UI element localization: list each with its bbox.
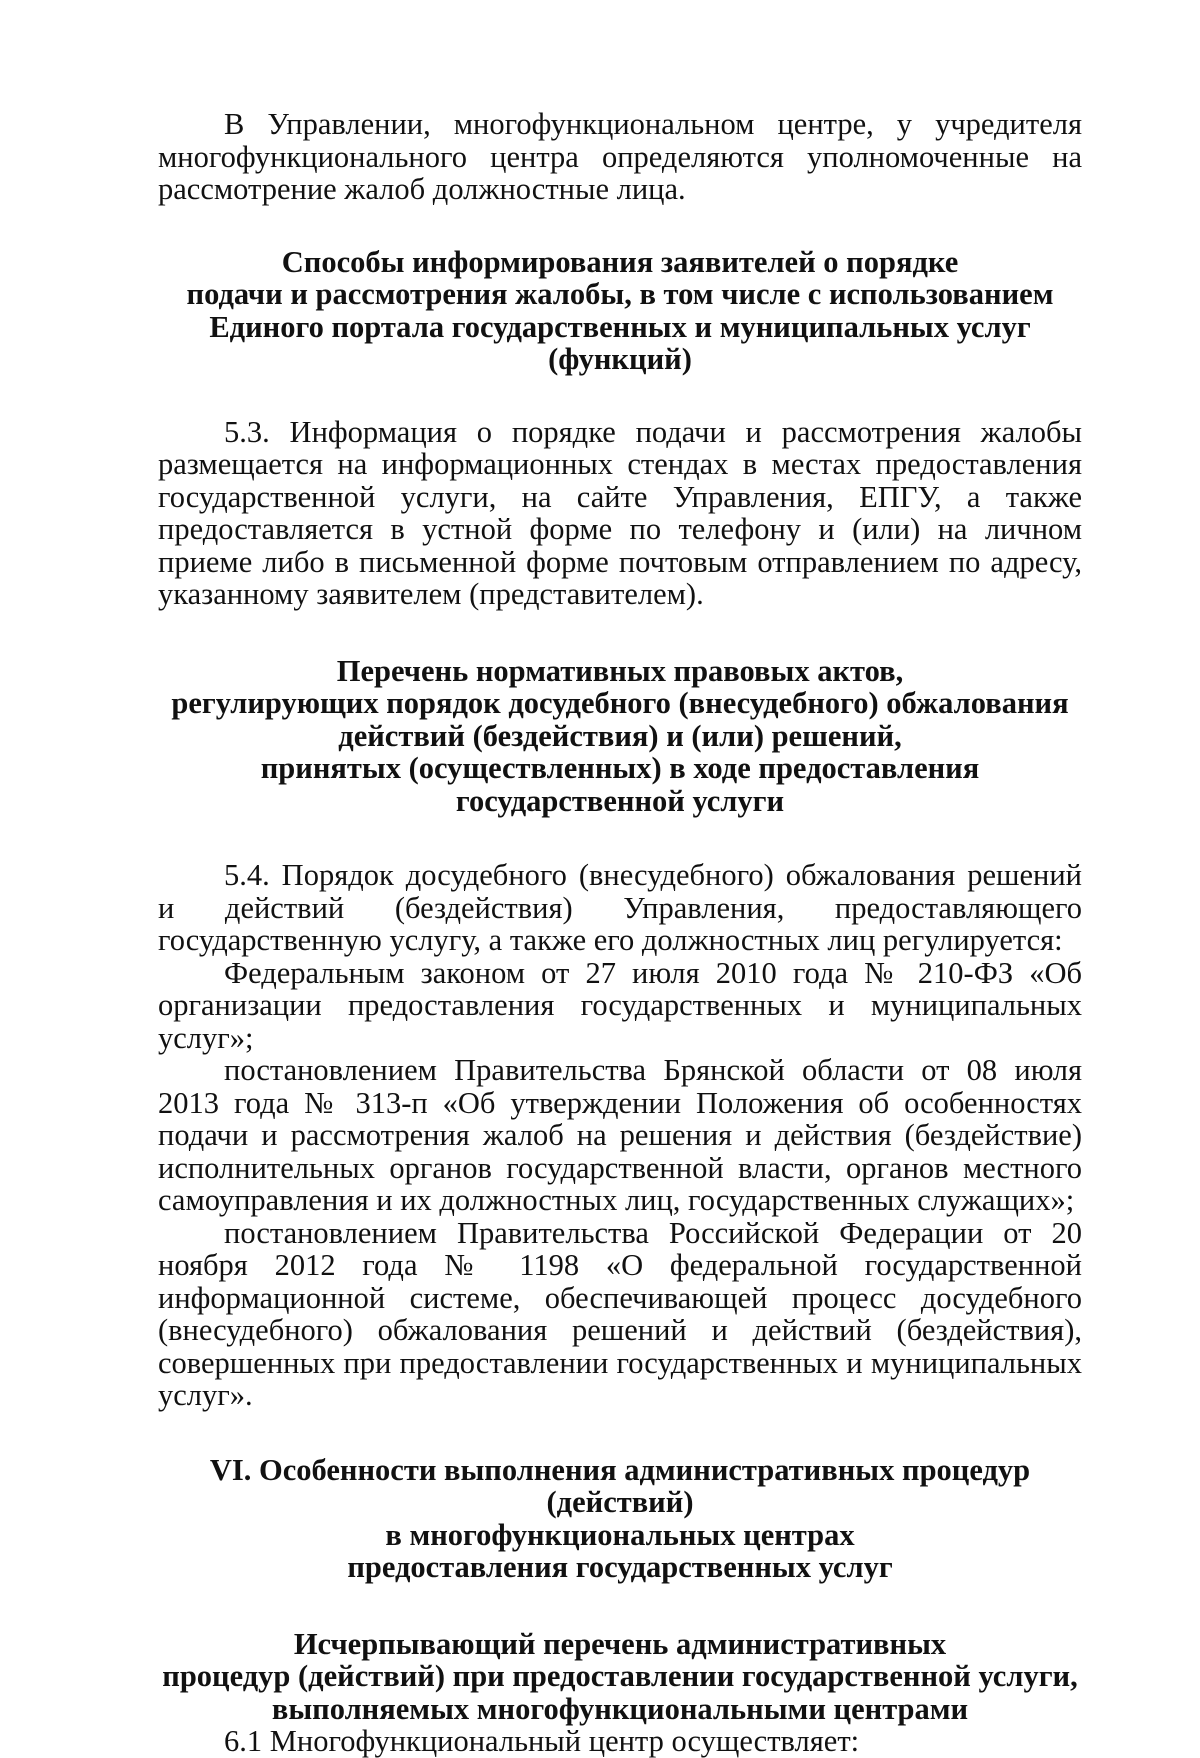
paragraph-bryansk-resolution: постановлением Правительства Брянской области от 08 июля 2013 года № 313-п «Об утверждении Положения об особенностях подачи и рассмотрения жалоб на решения и действия (бездействие) исполнительных органов государственной власти, органов местного самоуправления и их должностных лиц, государственных служащих»;: [158, 1053, 1082, 1217]
heading-line: государственной услуги: [455, 783, 785, 818]
paragraph-federal-law: Федеральным законом от 27 июля 2010 года № 210-ФЗ «Об организации предоставления государственных и муниципальных услуг»;: [158, 955, 1082, 1055]
heading-line: процедур (действий) при предоставлении государственной услуги,: [162, 1659, 1078, 1693]
heading-line: Единого портала государственных и муниципальных услуг (функций): [209, 309, 1031, 376]
heading-section-vi: [158, 1454, 1082, 1584]
paragraph-authorized-officials: В Управлении, многофункциональном центре, у учредителя многофункционального центра определяются уполномоченные на рассмотрение жалоб должностные лица.: [158, 107, 1082, 206]
heading-line: подачи и рассмотрения жалобы, в том числе с использованием: [186, 277, 1054, 311]
paragraph-5-3: 5.3. Информация о порядке подачи и рассмотрения жалобы размещается на информационных стендах в местах предоставления государственной услуги, на сайте Управления, ЕПГУ, а также предоставляется в устной форме по телефону и (или) на личном приеме либо в письменной форме почтовым отправлением по адресу, указанному заявителем (представителем).: [158, 414, 1082, 611]
heading-line: Способы информирования заявителей о порядке: [281, 244, 959, 279]
heading-line: принятых (осуществленных) в ходе предоставления: [260, 751, 980, 785]
heading-legal-acts: [158, 655, 1082, 818]
heading-procedures-list: [158, 1628, 1082, 1726]
paragraph-6-1: 6.1 Многофункциональный центр осуществляет:: [224, 1724, 860, 1758]
paragraph-rf-resolution: постановлением Правительства Российской Федерации от 20 ноября 2012 года № 1198 «О федеральной государственной информационной системе, обеспечивающей процесс досудебного (внесудебного) обжалования решений и действий (бездействия), совершенных при предоставлении государственных и муниципальных услуг».: [158, 1215, 1082, 1412]
heading-line: предоставления государственных услуг: [347, 1550, 893, 1584]
heading-line: Перечень нормативных правовых актов,: [336, 653, 904, 688]
heading-line: VI. Особенности выполнения административных процедур (действий): [209, 1452, 1031, 1519]
heading-line: выполняемых многофункциональными центрами: [271, 1691, 969, 1726]
heading-line: действий (бездействия) и (или) решений,: [338, 718, 902, 753]
heading-line: регулирующих порядок досудебного (внесудебного) обжалования: [171, 686, 1069, 720]
heading-line: в многофункциональных центрах: [385, 1517, 855, 1552]
paragraph-5-4: 5.4. Порядок досудебного (внесудебного) обжалования решений и действий (бездействия) Управления, предоставляющего государственную услугу, а также его должностных лиц регулируется:: [158, 858, 1082, 957]
heading-informing-methods: [158, 246, 1082, 376]
heading-line: Исчерпывающий перечень административных: [293, 1626, 947, 1661]
